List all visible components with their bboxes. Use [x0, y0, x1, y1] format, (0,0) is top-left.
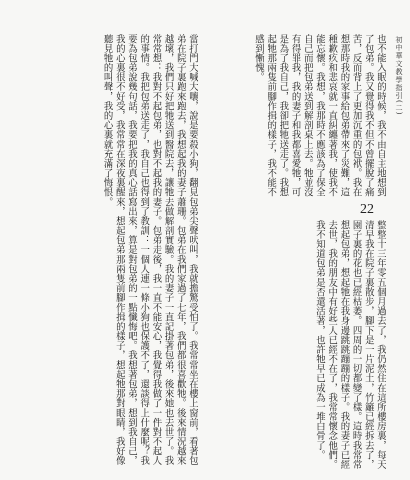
text-block-right-top: 也不能入眠的時候，我不由自主地想到了包弟。我又覺得我不但不曾擺脫了痛苦，反而背上了更加沉重的包袱。我在想那時我的家事給包弟帶來了災難，這種歉疚和悲哀就一直糾纏著我，使我不能忘懷。我想，我那時不應該為了保全自己而把包弟送到解剖桌上去。牠並沒有得罪我，我的妻子和我都喜愛牠，可是為了我自己，我卻把牠送走了。我想起牠那兩隻前腳作揖的樣子，我不能不感到慚愧。 — [252, 34, 386, 198]
page-number: 22 — [360, 202, 374, 217]
text-block-left: 當打門大喊大嚷，說是要殺小狗，翻見包弟尖聲吠叫，我就擔驚受怕了。我常常坐在樓上窗前，看著包弟在院子裏跑來跑去，我想起我的妻子蕭珊。包弟在我們家過了七年，我們都很喜歡牠。後來情況越來越壞，我們只好把牠送到醫院去，讓牠去做解剖實驗。我的妻子一直記掛著包弟，後來她也去世了。我常常想：我對不起包弟，也對不起我的妻子。包弟走後，我一直不能安心，我覺得我做了一件對不起人的事情。我把包弟送走了，我自己也得到了教訓：一個人連一條小狗也保護不了，還談得上什麼呢？我要為包弟說幾句話，我要把我的真心話寫出來，算是對包弟的一點懺悔吧。我想著包弟，想到我自己，我的心裏很不好受，我常常在深夜裏醒來，想起包弟那兩隻前腳作揖的樣子，想起牠那對眼睛，我好像聽見牠的叫聲，我的心裏就充滿了悔恨。 — [101, 34, 198, 466]
text-block-right-bottom: 整整十三年零五個月過去了，我仍然住在這所樓房裏，每天清早我在院子裏散步，腳下是一片泥土，竹籬已經拆去了，園子裏的花也已經枯萎。四周的一切都變了樣。這時我常常想起包弟，想起牠在我身邊跳跳蹦蹦的樣子。我的妻子已經去世，我的朋友中有好些人已經不在了，我常常懷念他們。我不知道包弟是否還活著，也許牠早已成為一堆白骨了。 — [313, 220, 386, 470]
running-header: 初中華文教學指引(二) — [395, 36, 403, 116]
